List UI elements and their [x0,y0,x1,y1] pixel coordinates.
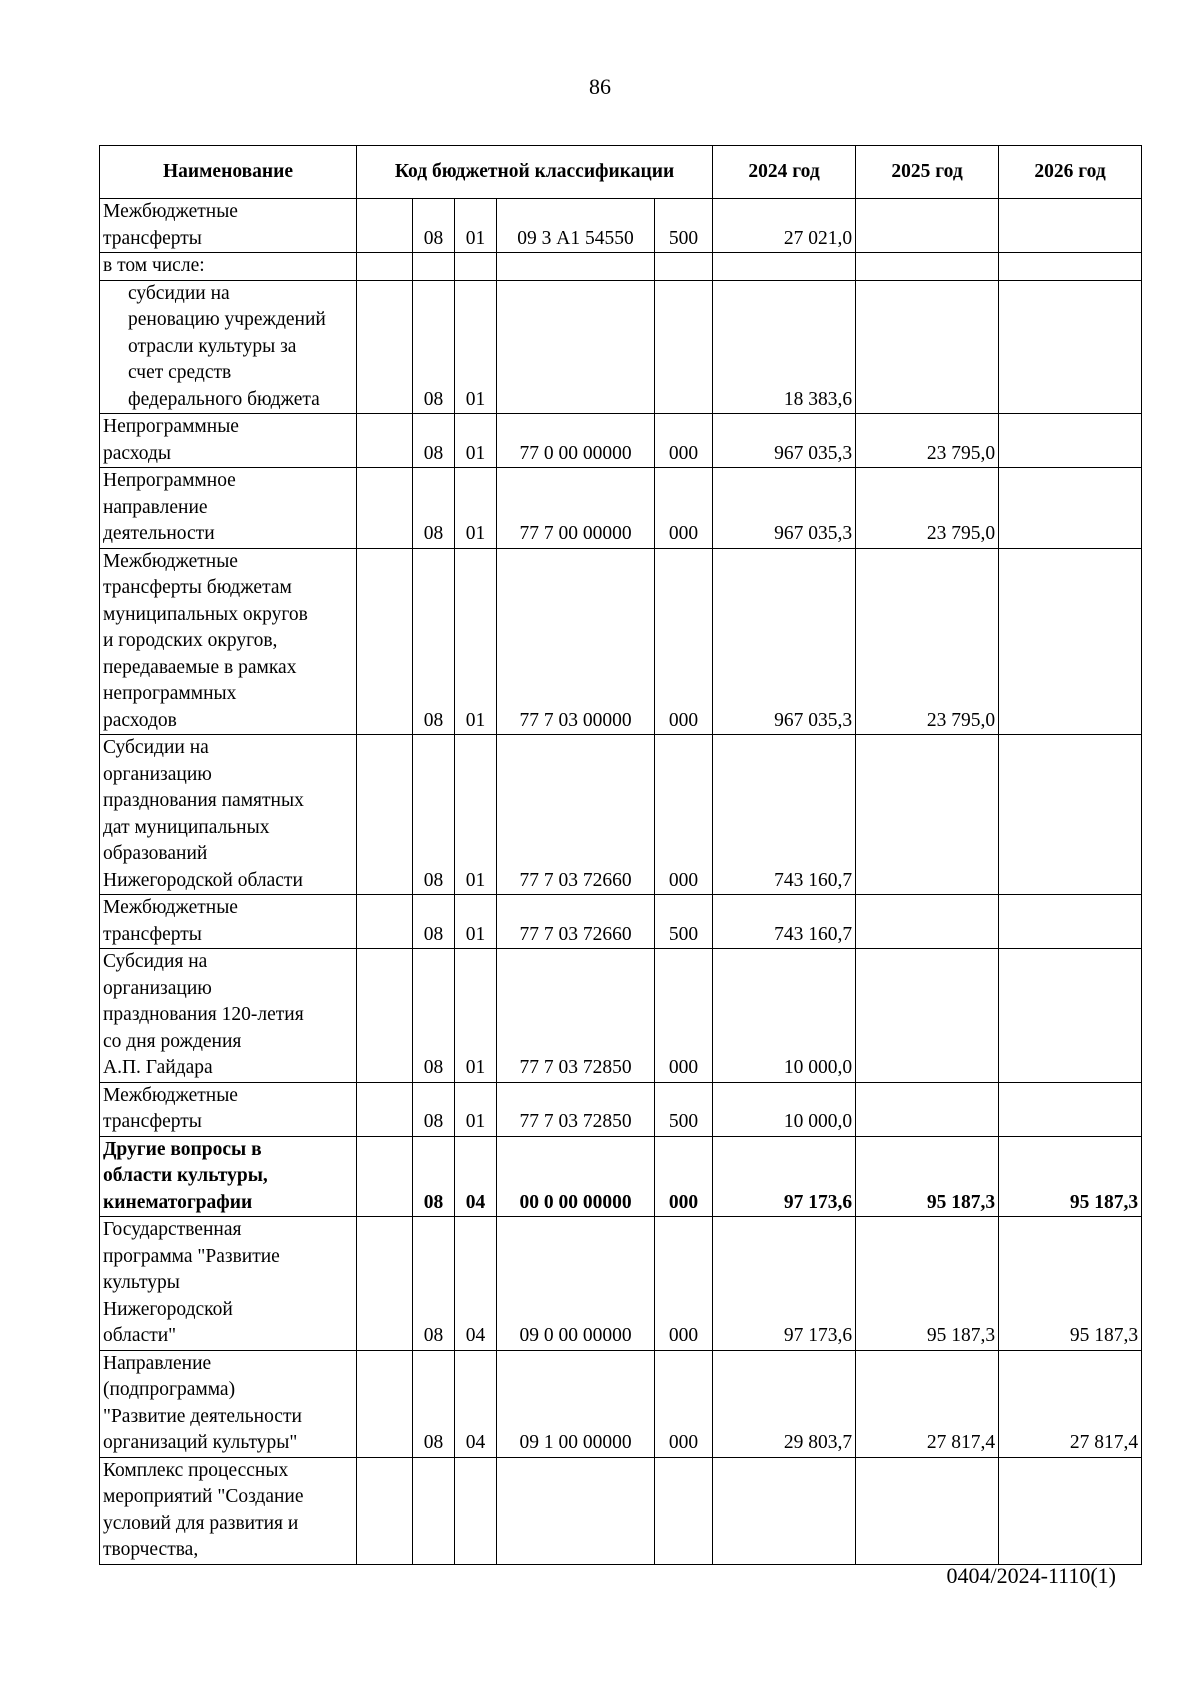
table-row [100,1136,1142,1217]
row-value-2024: 97 173,6 [713,1217,856,1351]
row-expense-type: 000 [655,548,713,735]
row-section: 08 [413,548,455,735]
row-name: в том числе: [100,253,357,281]
row-target-article: 77 7 03 72850 [497,949,655,1083]
table-row [100,253,1142,281]
table-header-row [100,146,1142,199]
row-section: 08 [413,1136,455,1217]
row-value-2025 [856,949,999,1083]
row-blank-cell [357,895,413,949]
row-value-2024: 743 160,7 [713,895,856,949]
row-name: Государственная программа "Развитие культуры Нижегородской области" [100,1217,357,1351]
row-section: 08 [413,895,455,949]
row-section: 08 [413,1350,455,1457]
row-subsection: 04 [455,1136,497,1217]
row-expense-type: 000 [655,468,713,549]
row-section: 08 [413,735,455,895]
row-blank-cell [357,468,413,549]
header-2025: 2025 год [856,146,999,199]
row-expense-type: 000 [655,1217,713,1351]
row-name: Субсидия на организацию празднования 120-летия со дня рождения А.П. Гайдара [100,949,357,1083]
row-expense-type: 000 [655,735,713,895]
row-value-2026: 95 187,3 [999,1217,1142,1351]
row-value-2026 [999,414,1142,468]
row-section: 08 [413,468,455,549]
row-value-2025 [856,253,999,281]
row-value-2025 [856,199,999,253]
row-value-2025: 23 795,0 [856,414,999,468]
header-name: Наименование [100,146,357,199]
table-row [100,895,1142,949]
row-value-2026 [999,1082,1142,1136]
row-target-article: 77 0 00 00000 [497,414,655,468]
row-subsection [455,253,497,281]
row-blank-cell [357,1082,413,1136]
row-subsection: 01 [455,548,497,735]
header-2024: 2024 год [713,146,856,199]
row-subsection [455,1457,497,1564]
row-expense-type: 000 [655,414,713,468]
table-row [100,949,1142,1083]
row-section: 08 [413,280,455,414]
row-target-article: 77 7 03 72850 [497,1082,655,1136]
row-expense-type [655,1457,713,1564]
table-row [100,1082,1142,1136]
row-blank-cell [357,199,413,253]
row-value-2024: 29 803,7 [713,1350,856,1457]
table-row [100,1457,1142,1564]
row-value-2026: 27 817,4 [999,1350,1142,1457]
row-section: 08 [413,414,455,468]
row-name: Другие вопросы в области культуры, кинематографии [100,1136,357,1217]
row-blank-cell [357,949,413,1083]
row-value-2025: 23 795,0 [856,548,999,735]
row-subsection: 01 [455,414,497,468]
row-blank-cell [357,735,413,895]
row-target-article: 09 3 А1 54550 [497,199,655,253]
row-expense-type: 000 [655,949,713,1083]
row-target-article [497,253,655,281]
row-value-2024: 18 383,6 [713,280,856,414]
table-row [100,1217,1142,1351]
header-code: Код бюджетной классификации [357,146,713,199]
row-value-2024: 743 160,7 [713,735,856,895]
table-row [100,468,1142,549]
row-name: субсидии на реновацию учреждений отрасли культуры за счет средств федерального бюджета [100,280,357,414]
row-target-article: 77 7 00 00000 [497,468,655,549]
row-expense-type: 000 [655,1136,713,1217]
row-section [413,1457,455,1564]
row-value-2025 [856,895,999,949]
row-target-article: 09 1 00 00000 [497,1350,655,1457]
row-blank-cell [357,280,413,414]
row-value-2025 [856,1082,999,1136]
row-name: Межбюджетные трансферты [100,1082,357,1136]
row-section [413,253,455,281]
row-name: Субсидии на организацию празднования памятных дат муниципальных образований Нижегородской области [100,735,357,895]
row-value-2024 [713,1457,856,1564]
row-value-2024: 27 021,0 [713,199,856,253]
row-value-2024: 10 000,0 [713,949,856,1083]
row-name: Направление (подпрограмма) "Развитие деятельности организаций культуры" [100,1350,357,1457]
row-subsection: 01 [455,949,497,1083]
row-subsection: 01 [455,735,497,895]
budget-table [99,145,1142,1565]
row-name: Непрограммное направление деятельности [100,468,357,549]
row-blank-cell [357,414,413,468]
row-name: Межбюджетные трансферты [100,199,357,253]
row-target-article: 77 7 03 72660 [497,735,655,895]
page-number: 86 [589,74,611,99]
row-value-2025: 23 795,0 [856,468,999,549]
row-value-2025 [856,1457,999,1564]
row-blank-cell [357,1217,413,1351]
row-blank-cell [357,548,413,735]
row-value-2024: 967 035,3 [713,468,856,549]
document-code: 0404/2024-1110(1) [946,1563,1116,1588]
table-row [100,735,1142,895]
row-expense-type: 000 [655,1350,713,1457]
row-subsection: 04 [455,1350,497,1457]
row-name: Межбюджетные трансферты бюджетам муниципальных округов и городских округов, передаваемые в рамках непрограммных расходов [100,548,357,735]
row-value-2026 [999,949,1142,1083]
row-section: 08 [413,1082,455,1136]
header-2026: 2026 год [999,146,1142,199]
row-value-2025: 95 187,3 [856,1217,999,1351]
row-value-2025 [856,735,999,895]
row-value-2025: 27 817,4 [856,1350,999,1457]
row-subsection: 01 [455,199,497,253]
row-target-article: 77 7 03 00000 [497,548,655,735]
row-blank-cell [357,1350,413,1457]
row-blank-cell [357,1136,413,1217]
row-value-2026 [999,253,1142,281]
row-section: 08 [413,199,455,253]
table-row [100,414,1142,468]
row-section: 08 [413,949,455,1083]
row-value-2024: 10 000,0 [713,1082,856,1136]
row-value-2026 [999,548,1142,735]
row-subsection: 04 [455,1217,497,1351]
row-value-2026 [999,468,1142,549]
row-value-2025: 95 187,3 [856,1136,999,1217]
row-name: Непрограммные расходы [100,414,357,468]
row-blank-cell [357,253,413,281]
row-target-article [497,1457,655,1564]
row-value-2026 [999,895,1142,949]
row-target-article: 00 0 00 00000 [497,1136,655,1217]
row-expense-type [655,253,713,281]
row-target-article [497,280,655,414]
row-subsection: 01 [455,468,497,549]
row-expense-type: 500 [655,895,713,949]
table-row [100,199,1142,253]
row-subsection: 01 [455,1082,497,1136]
row-name: Межбюджетные трансферты [100,895,357,949]
row-value-2025 [856,280,999,414]
row-subsection: 01 [455,280,497,414]
row-section: 08 [413,1217,455,1351]
row-expense-type: 500 [655,1082,713,1136]
row-value-2024 [713,253,856,281]
row-target-article: 09 0 00 00000 [497,1217,655,1351]
row-value-2026 [999,1457,1142,1564]
row-target-article: 77 7 03 72660 [497,895,655,949]
row-expense-type [655,280,713,414]
row-expense-type: 500 [655,199,713,253]
table-row [100,548,1142,735]
table-row [100,280,1142,414]
row-value-2026 [999,199,1142,253]
row-value-2024: 967 035,3 [713,548,856,735]
row-value-2024: 97 173,6 [713,1136,856,1217]
row-name: Комплекс процессных мероприятий "Создание условий для развития и творчества, [100,1457,357,1564]
row-value-2026 [999,735,1142,895]
row-value-2026: 95 187,3 [999,1136,1142,1217]
row-value-2024: 967 035,3 [713,414,856,468]
row-blank-cell [357,1457,413,1564]
row-subsection: 01 [455,895,497,949]
table-row [100,1350,1142,1457]
row-value-2026 [999,280,1142,414]
